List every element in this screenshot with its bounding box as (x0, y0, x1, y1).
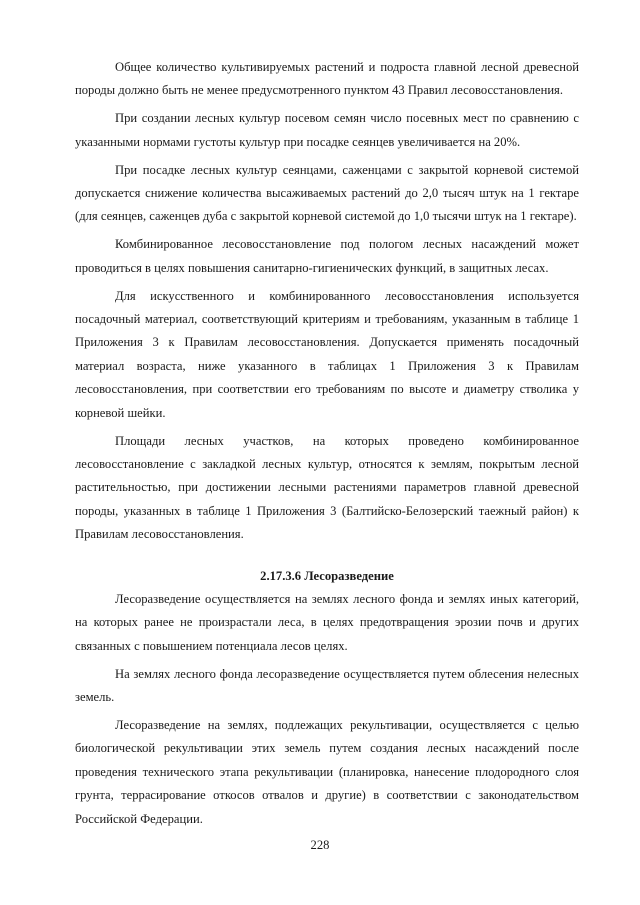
section-heading: 2.17.3.6 Лесоразведение (260, 568, 394, 583)
paragraph-afforestation-purpose: Лесоразведение осуществляется на землях лесного фонда и землях иных категорий, на которых ранее не произрастали леса, в целях предотвращения эрозии почв и других связанных с повышением потенциала лесов целях. (75, 592, 579, 653)
paragraph-forest-land-areas: Площади лесных участков, на которых проведено комбинированное лесовосстановление с закладкой лесных культур, относятся к землям, покрытым лесной растительностью, при достижении лесными растениями параметров главной древесной породы, указанных в таблице 1 Приложения 3 (Балтийско-Белозерский таежный район) к Правилам лесовосстановления. (75, 433, 579, 542)
paragraph-closed-root-planting: При посадке лесных культур сеянцами, саженцами с закрытой корневой системой допускается снижение количества высаживаемых растений до 2,0 тысяч штук на 1 гектаре (для сеянцев, саженцев дуба с закрытой корневой системой до 1,0 тысячи штук на 1 гектаре). (75, 162, 579, 224)
paragraph-planting-material: Для искусственного и комбинированного лесовосстановления используется посадочный материал, соответствующий критериям и требованиям, указанным в таблице 1 Приложения 3 к Правилам лесовосстановления. Допускается применять посадочный материал возраста, ниже указанного в таблицах 1 Приложения 3 к Правилам лесовосстановления, при соответствии его требованиям по высоте и диаметру стволика у корневой шейки. (75, 288, 579, 420)
paragraph-plant-count: Общее количество культивируемых растений и подроста главной лесной древесной породы должно быть не менее предусмотренного пунктом 43 Правил лесовосстановления. (75, 60, 579, 98)
paragraph-afforestation-forest-fund: На землях лесного фонда лесоразведение осуществляется путем облесения нелесных земель. (75, 666, 579, 705)
paragraph-afforestation-reclamation: Лесоразведение на землях, подлежащих рекультивации, осуществляется с целью биологической рекультивации этих земель путем создания лесных насаждений после проведения технического этапа рекультивации (планировка, нанесение плодородного слоя грунта, террасирование откосов отвалов и другие) в соответствии с законодательством Российской Федерации. (75, 718, 579, 826)
page-number: 228 (310, 838, 330, 852)
document-page (75, 56, 579, 836)
paragraph-combined-reforestation: Комбинированное лесовосстановление под пологом лесных насаждений может проводиться в целях повышения санитарно-гигиенических функций, в защитных лесах. (75, 237, 579, 275)
paragraph-seeding-norms: При создании лесных культур посевом семян число посевных мест по сравнению с указанными нормами густоты культур при посадке сеянцев увеличивается на 20%. (75, 111, 579, 149)
